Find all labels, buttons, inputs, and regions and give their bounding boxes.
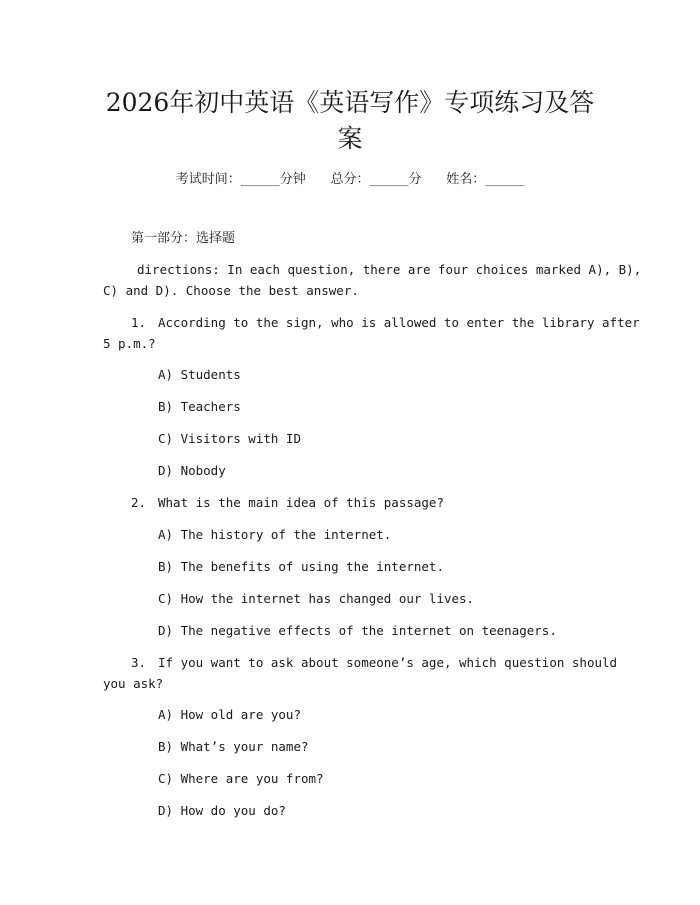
option-b: B) The benefits of using the internet. [158, 559, 444, 574]
page-title-continuation: 案 [337, 124, 363, 153]
page-title: 2026年初中英语《英语写作》专项练习及答 [105, 88, 595, 117]
option-c: C) Where are you from? [158, 771, 324, 786]
question-text: If you want to ask about someone’s age, which question should [158, 655, 618, 670]
option-a: A) The history of the internet. [158, 527, 392, 542]
section-heading: 第一部分：选择题 [131, 231, 236, 246]
question-number: 1. [131, 315, 147, 330]
question-text: What is the main idea of this passage? [158, 495, 444, 510]
question-number: 2. [131, 495, 147, 510]
option-a: A) How old are you? [158, 707, 301, 722]
option-b: B) What’s your name? [158, 739, 309, 754]
option-b: B) Teachers [158, 399, 241, 414]
option-c: C) How the internet has changed our lives. [158, 591, 475, 606]
question-text: According to the sign, who is allowed to enter the library after [158, 315, 640, 330]
option-d: D) How do you do? [158, 803, 286, 818]
question-text-continuation: you ask? [103, 676, 164, 691]
question-text-continuation: 5 p.m.? [103, 336, 156, 351]
directions-line-2: C) and D). Choose the best answer. [103, 283, 359, 298]
option-c: C) Visitors with ID [158, 431, 301, 446]
exam-meta: 考试时间：______分钟 总分：______分 姓名：______ [175, 172, 525, 187]
option-d: D) The negative effects of the internet on teenagers. [158, 623, 557, 638]
option-a: A) Students [158, 367, 241, 382]
option-d: D) Nobody [158, 463, 226, 478]
directions-line-1: directions: In each question, there are four choices marked A), B), [137, 262, 642, 277]
question-number: 3. [131, 655, 147, 670]
